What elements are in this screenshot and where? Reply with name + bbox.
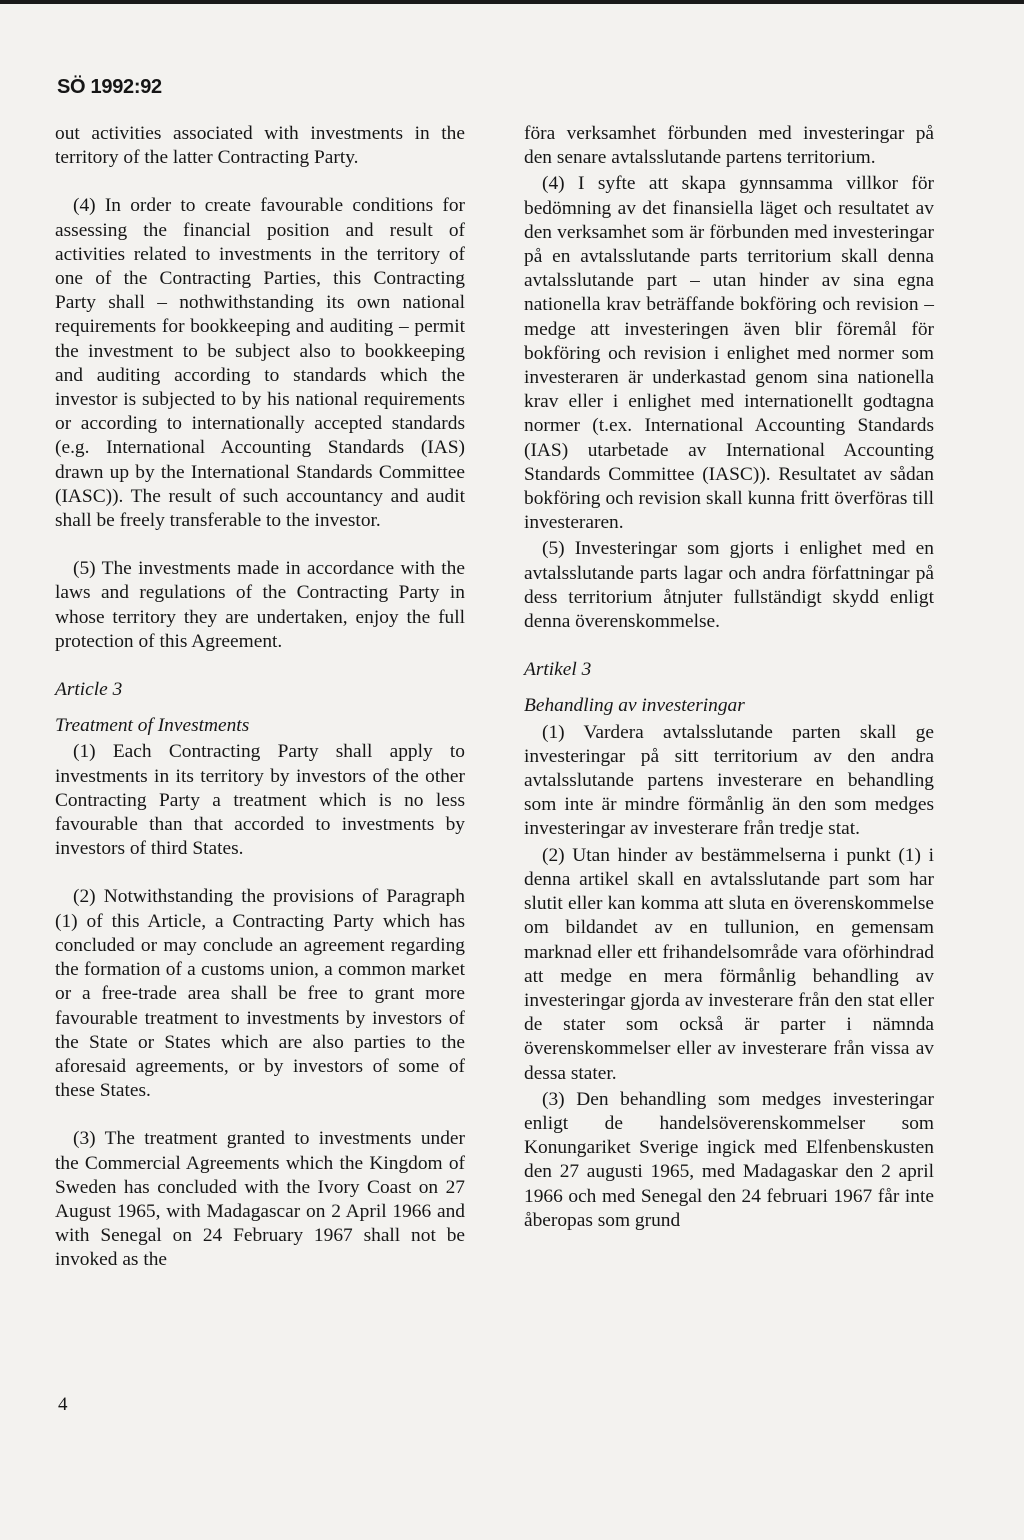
- article-3-paragraph-3: (3) The treatment granted to investments under the Commercial Agreements which the Kingdom of Sweden has concluded with the Ivory Coast on 27 August 1965, with Madagascar on 2 April 1966 and with Senegal on 24 February 1967 shall not be invoked as the: [55, 1128, 465, 1271]
- paragraph-intro: föra verksamhet förbunden med investeringar på den senare avtalsslutande partens territorium.: [524, 123, 934, 169]
- article-heading: Artikel 3: [524, 659, 592, 681]
- english-column: [55, 122, 465, 1273]
- paragraph-intro: out activities associated with investments in the territory of the latter Contracting Party.: [55, 123, 465, 169]
- paragraph-5: (5) The investments made in accordance with the laws and regulations of the Contracting Party in whose territory they are undertaken, enjoy the full protection of this Agreement.: [55, 558, 465, 652]
- document-code: SÖ 1992:92: [57, 76, 162, 98]
- article-heading: Article 3: [55, 679, 123, 701]
- article-3-paragraph-1: (1) Each Contracting Party shall apply to investments in its territory by investors of the other Contracting Party a treatment which is no less favourable than that accorded to investments by investors of third States.: [55, 741, 465, 860]
- top-rule: [0, 0, 1024, 4]
- swedish-column: [524, 122, 934, 1233]
- article-subheading: Treatment of Investments: [55, 715, 250, 737]
- page-number: 4: [58, 1394, 68, 1415]
- article-3-paragraph-2: (2) Utan hinder av bestämmelserna i punkt (1) i denna artikel skall en avtalsslutande part som har slutit eller kan komma att sluta en överenskommelse om bildandet av en tullunion, en gemensam marknad eller ett frihandelsområde vara oförhindrad att medge en mera förmånlig behandling av investeringar gjorda av investerare från den stat eller de stater som också är parter i nämnda överenskommelser eller av investerare från vissa av dessa stater.: [524, 844, 934, 1084]
- paragraph-5: (5) Investeringar som gjorts i enlighet med en avtalsslutande parts lagar och andra författningar på dess territorium åtnjuter fullständigt skydd enligt denna överenskommelse.: [524, 538, 934, 633]
- paragraph-4: (4) In order to create favourable conditions for assessing the financial position and result of activities related to investments in the territory of one of the Contracting Parties, this Contracting Party shall – nothwithstanding its own national requirements for bookkeeping and auditing – permit the investment to be subject also to bookkeeping and auditing according to standards which the investor is subjected to by his national requirements or according to internationally accepted standards (e.g. International Accounting Standards (IAS) drawn up by the International Standards Committee (IASC)). The result of such accountancy and audit shall be freely transferable to the investor.: [55, 195, 465, 532]
- article-3-paragraph-2: (2) Notwithstanding the provisions of Paragraph (1) of this Article, a Contracting Party which has concluded or may conclude an agreement regarding the formation of a customs union, a common market or a free-trade area shall be free to grant more favourable treatment to investments by investors of the State or States which are also parties to the aforesaid agreements, or by investors of some of these States.: [55, 886, 465, 1102]
- article-3-paragraph-3: (3) Den behandling som medges investeringar enligt de handelsöverenskommelser som Konungariket Sverige ingick med Elfenbenskusten den 27 augusti 1965, med Madagaskar den 2 april 1966 och med Senegal den 24 februari 1967 får inte åberopas som grund: [524, 1088, 934, 1231]
- article-3-paragraph-1: (1) Vardera avtalsslutande parten skall ge investeringar på sitt territorium av den andra avtalsslutande partens investerare en behandling som inte är mindre förmånlig än den som medges investeringar av investerare från tredje stat.: [524, 721, 934, 840]
- article-subheading: Behandling av investeringar: [524, 695, 745, 717]
- paragraph-4: (4) I syfte att skapa gynnsamma villkor för bedömning av det finansiella läget och resultatet av den verksamhet som är förbunden med investeringar på en avtalsslutande parts territorium skall denna avtalsslutande part – utan hinder av sina egna nationella krav beträffande bokföring och revision – medge att investeringen även blir föremål för bokföring och revision i enlighet med normer som investeraren är underkastad genom sina nationella krav eller i enlighet med internationellt godtagna normer (t.ex. International Accounting Standards (IAS) utarbetade av International Accounting Standards Committee (IASC)). Resultatet av sådan bokföring och revision skall kunna fritt överföras till investeraren.: [524, 173, 934, 534]
